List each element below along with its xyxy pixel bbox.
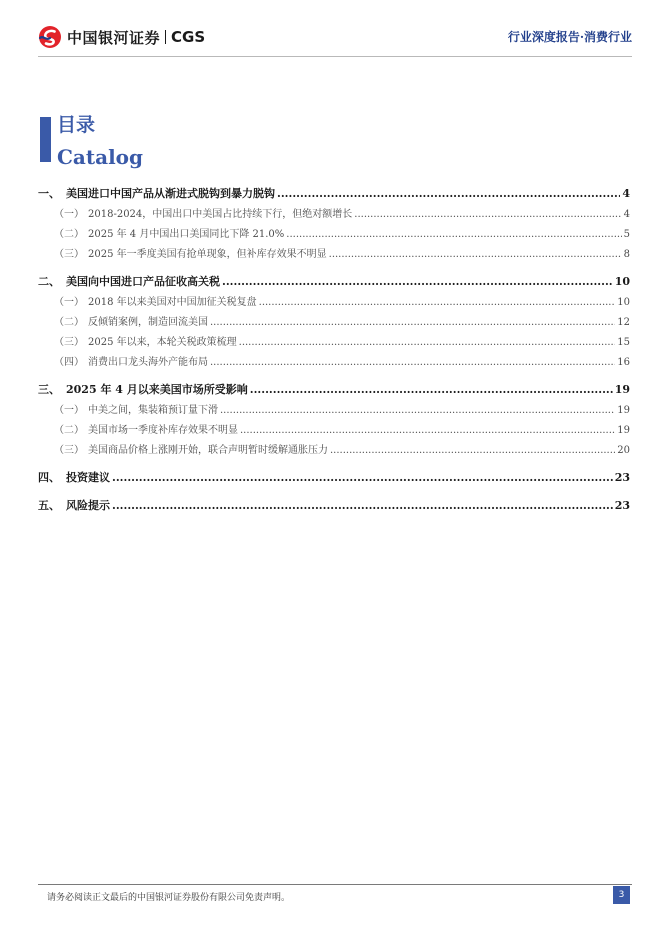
company-logo bbox=[38, 25, 205, 49]
toc-leader-dots bbox=[354, 205, 621, 225]
toc-entry-page: 19 bbox=[617, 405, 630, 416]
toc-entry-title: 2018-2024，中国出口中美国占比持续下行，但绝对额增长 bbox=[88, 209, 353, 220]
toc-entry-number: 一、 bbox=[38, 187, 60, 200]
toc-entry-number: （二） bbox=[54, 425, 84, 436]
toc-entry-title: 2025 年 4 月以来美国市场所受影响 bbox=[66, 383, 248, 396]
toc-entry-number: （三） bbox=[54, 249, 84, 260]
toc-chapter-entry[interactable] bbox=[38, 183, 630, 205]
toc-chapter-entry[interactable] bbox=[38, 379, 630, 401]
toc-leader-dots bbox=[112, 495, 613, 517]
toc-entry-title: 消费出口龙头海外产能布局 bbox=[88, 357, 208, 368]
title-accent-bar bbox=[40, 117, 51, 162]
toc-leader-dots bbox=[112, 467, 613, 489]
page-header bbox=[0, 0, 662, 56]
toc-leader-dots bbox=[220, 401, 615, 421]
toc-entry-title: 美国商品价格上涨刚开始，联合声明暂时缓解通胀压力 bbox=[88, 445, 328, 456]
toc-section-entry[interactable] bbox=[38, 441, 630, 461]
toc-leader-dots bbox=[329, 245, 622, 265]
toc-entry-page: 4 bbox=[623, 209, 630, 220]
toc-leader-dots bbox=[239, 333, 616, 353]
toc-section-entry[interactable] bbox=[38, 205, 630, 225]
toc-entry-page: 16 bbox=[617, 357, 630, 368]
toc-entry-page: 12 bbox=[617, 317, 630, 328]
toc-chapter-entry[interactable] bbox=[38, 495, 630, 517]
page-number: 3 bbox=[613, 886, 630, 904]
toc-section-entry[interactable] bbox=[38, 421, 630, 441]
toc-entry-page: 19 bbox=[614, 383, 630, 396]
toc-title-cn: 目录 bbox=[57, 114, 96, 136]
toc-section-entry[interactable] bbox=[38, 401, 630, 421]
toc-leader-dots bbox=[210, 353, 615, 373]
toc-chapter-entry[interactable] bbox=[38, 271, 630, 293]
toc-entry-number: 五、 bbox=[38, 499, 60, 512]
toc-entry-title: 美国进口中国产品从渐进式脱钩到暴力脱钩 bbox=[66, 187, 275, 200]
toc-leader-dots bbox=[277, 183, 620, 205]
toc-section-entry[interactable] bbox=[38, 225, 630, 245]
toc-entry-page: 23 bbox=[614, 499, 630, 512]
toc-entry-title: 风险提示 bbox=[66, 499, 110, 512]
footer-disclaimer: 请务必阅读正文最后的中国银河证券股份有限公司免责声明。 bbox=[47, 893, 291, 903]
toc-section-entry[interactable] bbox=[38, 333, 630, 353]
toc-entry-number: （三） bbox=[54, 337, 84, 348]
toc-entry-page: 4 bbox=[622, 187, 630, 200]
toc-entry-number: （一） bbox=[54, 405, 84, 416]
toc-entry-number: （二） bbox=[54, 317, 84, 328]
toc-entry-title: 反倾销案例，制造回流美国 bbox=[88, 317, 208, 328]
toc-entry-number: （一） bbox=[54, 209, 84, 220]
toc-entry-number: （四） bbox=[54, 357, 84, 368]
toc-section-entry[interactable] bbox=[38, 353, 630, 373]
footer-divider bbox=[38, 884, 632, 885]
toc-leader-dots bbox=[286, 225, 621, 245]
toc-entry-title: 2025 年 4 月中国出口美国同比下降 21.0% bbox=[88, 229, 285, 240]
toc-entry-page: 5 bbox=[623, 229, 630, 240]
toc-entry-page: 19 bbox=[617, 425, 630, 436]
table-of-contents bbox=[38, 183, 630, 517]
header-divider bbox=[38, 56, 632, 57]
toc-leader-dots bbox=[222, 271, 613, 293]
toc-entry-title: 2025 年一季度美国有抢单现象，但补库存效果不明显 bbox=[88, 249, 327, 260]
toc-entry-title: 中美之间，集装箱预订量下滑 bbox=[88, 405, 218, 416]
toc-entry-page: 10 bbox=[614, 275, 630, 288]
toc-leader-dots bbox=[210, 313, 615, 333]
toc-section-entry[interactable] bbox=[38, 293, 630, 313]
toc-entry-number: 四、 bbox=[38, 471, 60, 484]
toc-entry-page: 10 bbox=[617, 297, 630, 308]
toc-entry-number: 二、 bbox=[38, 275, 60, 288]
toc-leader-dots bbox=[330, 441, 615, 461]
cgs-logo-icon bbox=[38, 25, 62, 49]
toc-entry-title: 投资建议 bbox=[66, 471, 110, 484]
logo-separator bbox=[165, 30, 166, 44]
toc-entry-number: （二） bbox=[54, 229, 84, 240]
toc-leader-dots bbox=[250, 379, 613, 401]
logo-text-en: CGS bbox=[171, 28, 206, 46]
toc-chapter-entry[interactable] bbox=[38, 467, 630, 489]
toc-leader-dots bbox=[240, 421, 615, 441]
toc-entry-title: 2018 年以来美国对中国加征关税复盘 bbox=[88, 297, 257, 308]
toc-leader-dots bbox=[259, 293, 616, 313]
toc-section-entry[interactable] bbox=[38, 245, 630, 265]
toc-section-entry[interactable] bbox=[38, 313, 630, 333]
toc-entry-page: 23 bbox=[614, 471, 630, 484]
toc-title-en: Catalog bbox=[57, 145, 143, 169]
toc-entry-page: 8 bbox=[623, 249, 630, 260]
toc-entry-page: 15 bbox=[617, 337, 630, 348]
logo-text-cn: 中国银河证券 bbox=[67, 28, 161, 47]
toc-entry-number: 三、 bbox=[38, 383, 60, 396]
toc-entry-page: 20 bbox=[617, 445, 630, 456]
report-type-label: 行业深度报告·消费行业 bbox=[507, 30, 632, 44]
toc-entry-number: （一） bbox=[54, 297, 84, 308]
toc-entry-title: 美国向中国进口产品征收高关税 bbox=[66, 275, 220, 288]
toc-entry-title: 美国市场一季度补库存效果不明显 bbox=[88, 425, 238, 436]
toc-entry-number: （三） bbox=[54, 445, 84, 456]
toc-entry-title: 2025 年以来，本轮关税政策梳理 bbox=[88, 337, 237, 348]
